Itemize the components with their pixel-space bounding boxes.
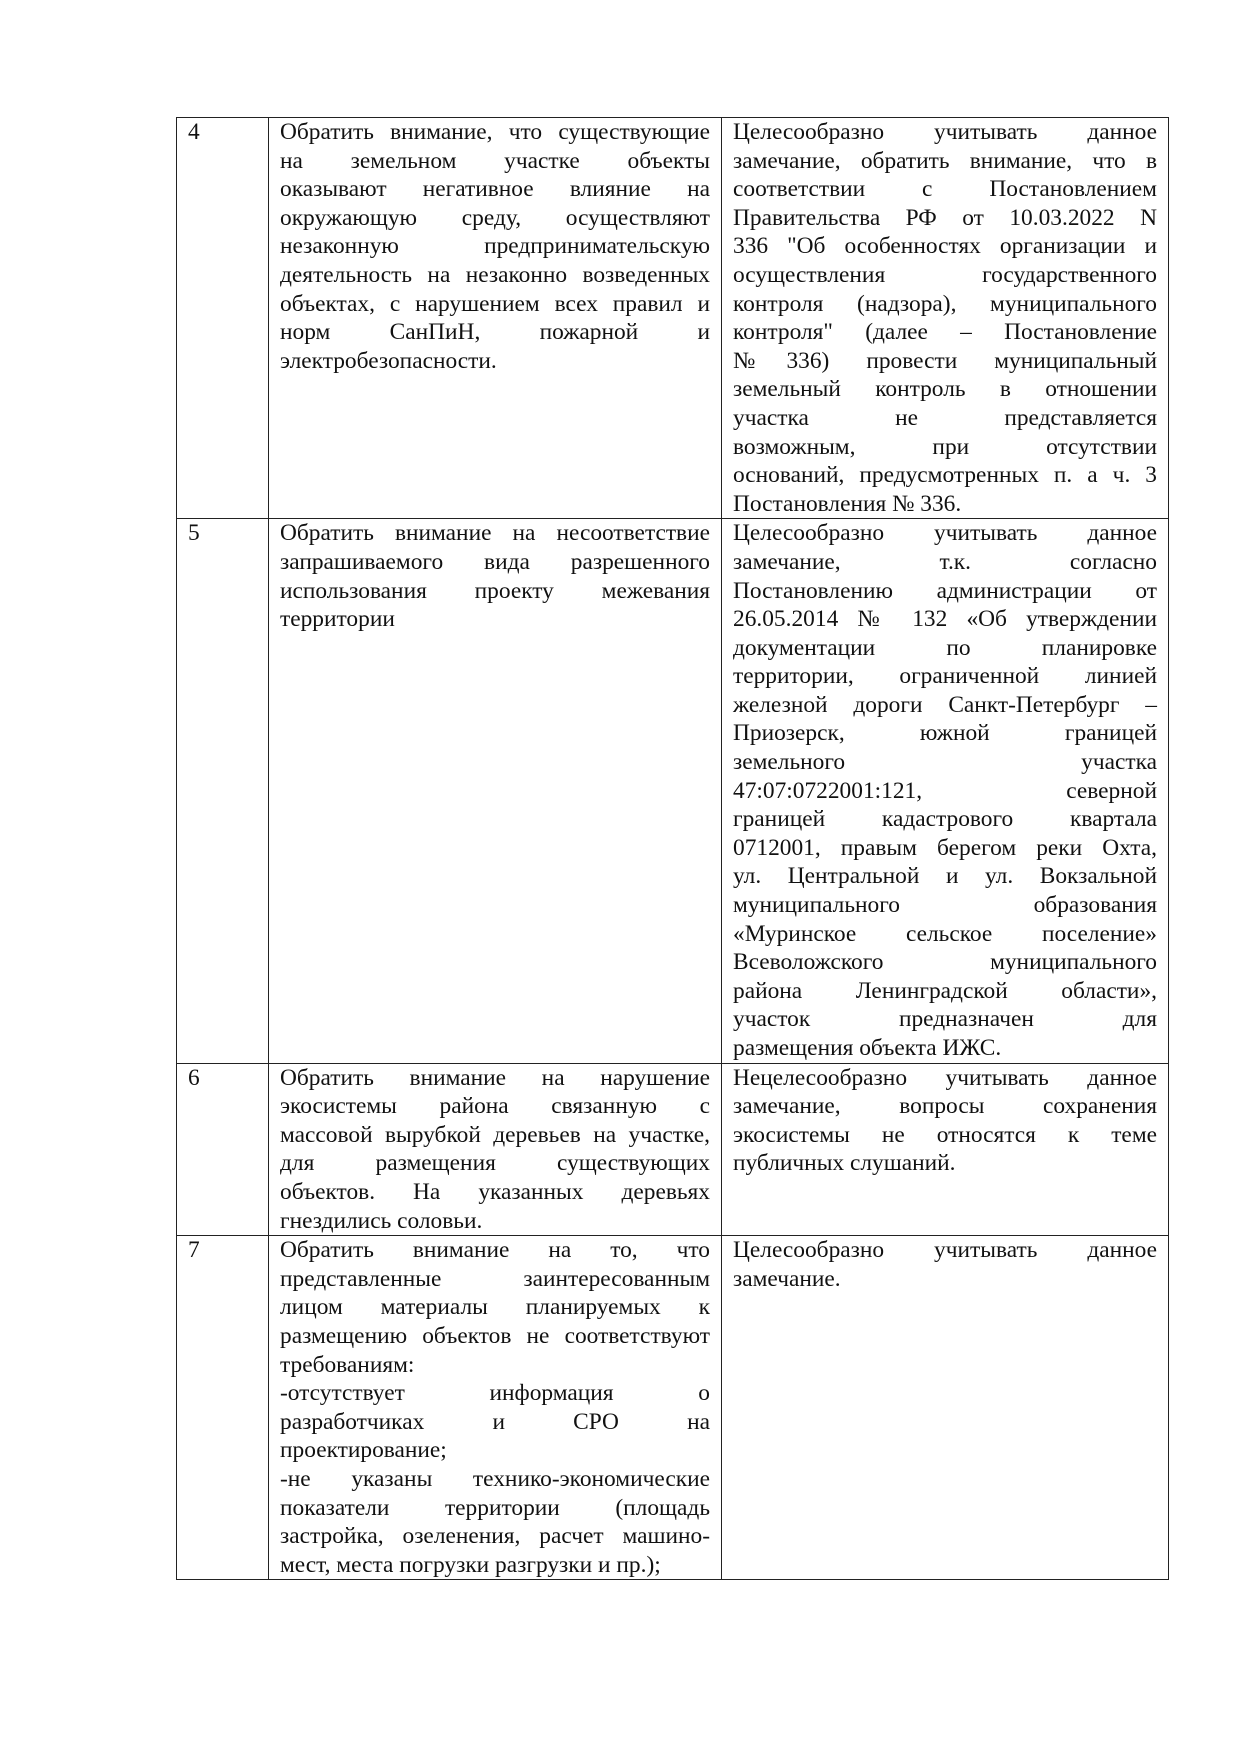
answer-cell: [722, 118, 1169, 519]
answer-text-line: 47:07:0722001:121, северной: [733, 777, 1157, 804]
answer-text-line: контроля" (далее – Постановление: [733, 319, 1157, 346]
answer-text-line: оснований, предусмотренных п. а ч. 3: [733, 462, 1157, 489]
remark-text-line: деятельность на незаконно возведенных: [280, 261, 710, 288]
answer-text-line: Постановлению администрации от: [733, 577, 1157, 604]
remark-text-line: незаконную предпринимательскую: [280, 233, 710, 260]
remark-cell: [269, 519, 722, 1063]
answer-cell: [722, 1063, 1169, 1236]
answer-text-line: публичных слушаний.: [733, 1150, 956, 1177]
remark-text-line: для размещения существующих: [280, 1150, 710, 1177]
remark-text-line: объектов. На указанных деревьях: [280, 1178, 710, 1205]
remark-text-line: окружающую среду, осуществляют: [280, 204, 710, 231]
answer-text-line: замечание, обратить внимание, что в: [733, 147, 1157, 174]
answer-text-line: Правительства РФ от 10.03.2022 N: [733, 204, 1157, 231]
remark-text-line: Обратить внимание, что существующие: [280, 119, 710, 145]
answer-text-line: участка не представляется: [733, 404, 1157, 431]
answer-text-line: Целесообразно учитывать данное: [733, 1237, 1157, 1264]
answer-text-line: 0712001, правым берегом реки Охта,: [733, 834, 1157, 861]
table-body: [177, 118, 1169, 1580]
remark-text-line: массовой вырубкой деревьев на участке,: [280, 1121, 710, 1148]
table-row: [177, 1063, 1169, 1236]
answer-text-line: Приозерск, южной границей: [733, 720, 1157, 747]
remark-text-line: экосистемы района связанную с: [280, 1093, 710, 1120]
remark-text-line: Обратить внимание на то, что: [280, 1237, 710, 1264]
remark-text-line: показатели территории (площадь: [280, 1494, 710, 1521]
remark-text-line: использования проекту межевания: [280, 577, 710, 604]
answer-text-line: района Ленинградской области»,: [733, 977, 1157, 1004]
remark-text-line: объектах, с нарушением всех правил и: [280, 290, 710, 317]
answer-text-line: замечание.: [733, 1265, 841, 1292]
remark-text-line: электробезопасности.: [280, 347, 497, 374]
answer-text-line: земельного участка: [733, 749, 1157, 776]
answer-cell: [722, 1236, 1169, 1580]
row-number: 6: [177, 1063, 269, 1236]
answer-text-line: №336) провести муниципальный: [733, 347, 1157, 374]
answer-text-line: возможным, при отсутствии: [733, 433, 1157, 460]
row-number: 4: [177, 118, 269, 519]
remark-text-line: Обратить внимание на нарушение: [280, 1064, 710, 1091]
answer-text-line: муниципального образования: [733, 892, 1157, 919]
remark-cell: [269, 1063, 722, 1236]
answer-text-line: соответствии с Постановлением: [733, 176, 1157, 203]
remark-text-line: требованиям:: [280, 1351, 415, 1378]
remark-cell: [269, 118, 722, 519]
answer-text-line: «Муринское сельское поселение»: [733, 920, 1157, 947]
answer-text-line: 336 "Об особенностях организации и: [733, 233, 1157, 260]
answer-text-line: документации по планировке: [733, 634, 1157, 661]
remark-text-line: -не указаны технико-экономические: [280, 1465, 710, 1492]
answer-text-line: Целесообразно учитывать данное: [733, 119, 1157, 145]
table-row: [177, 519, 1169, 1063]
answer-text-line: Постановления № 336.: [733, 490, 962, 517]
answer-text-line: Нецелесообразно учитывать данное: [733, 1064, 1157, 1091]
row-number: 7: [177, 1236, 269, 1580]
answer-text-line: замечание, вопросы сохранения: [733, 1093, 1157, 1120]
remark-text-line: проектирование;: [280, 1437, 447, 1464]
answer-text-line: осуществления государственного: [733, 261, 1157, 288]
answer-text-line: размещения объекта ИЖС.: [733, 1035, 1002, 1061]
remark-text-line: гнездились соловьи.: [280, 1207, 483, 1234]
answer-text-line: Всеволожского муниципального: [733, 949, 1157, 976]
answer-text-line: контроля (надзора), муниципального: [733, 290, 1157, 317]
remark-text-line: запрашиваемого вида разрешенного: [280, 548, 710, 575]
remark-text-line: Обратить внимание на несоответствие: [280, 520, 710, 547]
remark-text-line: на земельном участке объекты: [280, 147, 710, 174]
answer-cell: [722, 519, 1169, 1063]
answer-text-line: ул. Центральной и ул. Вокзальной: [733, 863, 1157, 890]
answer-text-line: участок предназначен для: [733, 1006, 1157, 1033]
remark-text-line: территории: [280, 606, 395, 633]
answer-text-line: границей кадастрового квартала: [733, 806, 1157, 833]
remark-cell: [269, 1236, 722, 1580]
answer-text-line: земельный контроль в отношении: [733, 376, 1157, 403]
table-row: [177, 118, 1169, 519]
answer-text-line: замечание, т.к. согласно: [733, 548, 1157, 575]
remarks-table: [176, 117, 1169, 1580]
remark-text-line: оказывают негативное влияние на: [280, 176, 710, 203]
answer-text-line: Целесообразно учитывать данное: [733, 520, 1157, 547]
answer-text-line: железной дороги Санкт-Петербург –: [733, 691, 1157, 718]
answer-text-line: территории, ограниченной линией: [733, 663, 1157, 690]
remark-text-line: норм СанПиН, пожарной и: [280, 319, 710, 346]
remark-text-line: представленные заинтересованным: [280, 1265, 710, 1292]
remark-text-line: разработчиках и СРО на: [280, 1408, 710, 1435]
remark-text-line: мест, места погрузки разгрузки и пр.);: [280, 1551, 661, 1578]
remark-text-line: застройка, озеленения, расчет машино-: [280, 1523, 710, 1550]
row-number: 5: [177, 519, 269, 1063]
answer-text-line: 26.05.2014 № 132 «Об утверждении: [733, 606, 1157, 633]
table-row: [177, 1236, 1169, 1580]
remark-text-line: лицом материалы планируемых к: [280, 1294, 710, 1321]
remark-text-line: размещению объектов не соответствуют: [280, 1322, 710, 1349]
answer-text-line: экосистемы не относятся к теме: [733, 1121, 1157, 1148]
remark-text-line: -отсутствует информация о: [280, 1380, 710, 1407]
